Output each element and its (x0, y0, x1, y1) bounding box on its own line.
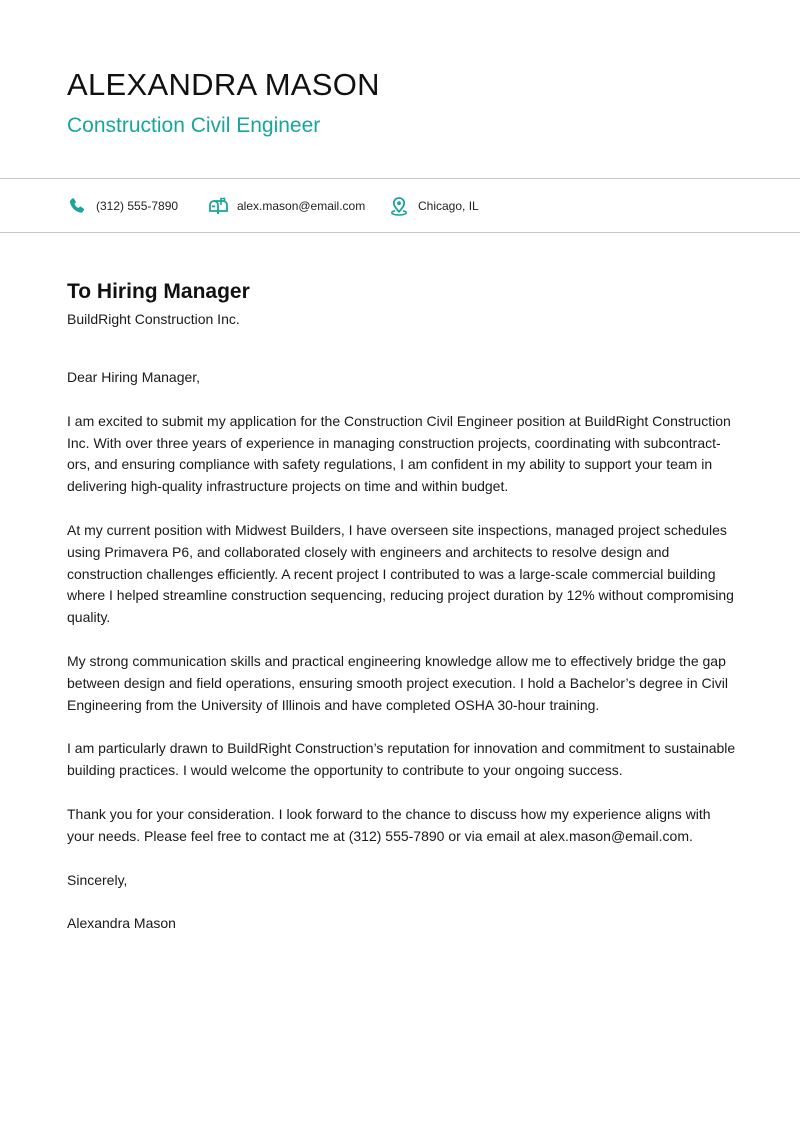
mailbox-icon (208, 196, 228, 216)
contact-phone (67, 196, 178, 216)
contact-email (208, 196, 365, 216)
letter-paragraph-5: Thank you for your consideration. I look forward to the chance to discuss how my experience aligns with your needs. Please feel free to contact me at (312) 555-7890 or via email at alex.mason@email.com. (67, 805, 711, 844)
applicant-name: ALEXANDRA MASON (67, 67, 380, 102)
job-title: Construction Civil Engineer (67, 114, 321, 137)
location-text: Chicago, IL (418, 199, 479, 213)
letter-paragraph-2: At my current position with Midwest Builders, I have overseen site inspections, managed project schedules using Primavera P6, and collaborated closely with engineers and architects to resolve design and construction challenges efficiently. A recent project I contributed to was a large-scale commercial building where I helped streamline construction sequencing, reducing project duration by 12% without compromising quality. (67, 521, 734, 626)
recipient-heading: To Hiring Manager (67, 280, 250, 303)
contact-bar (0, 178, 800, 233)
map-pin-icon (389, 196, 409, 216)
signature: Alexandra Mason (67, 915, 176, 932)
letter-paragraph-3: My strong communication skills and practical engineering knowledge allow me to effectively bridge the gap between design and field operations, ensuring smooth project execution. I hold a Bachelor’s degree in Civil Engineering from the University of Illinois and have completed OSHA 30-hour training. (67, 652, 729, 713)
phone-icon (67, 196, 87, 216)
recipient-company: BuildRight Construction Inc. (67, 311, 240, 327)
letter-body (67, 367, 739, 957)
letter-paragraph-4: I am particularly drawn to BuildRight Construction’s reputation for innovation and commitment to sustainable building practices. I would welcome the opportunity to contribute to your ongoing success. (67, 740, 736, 779)
closing: Sincerely, (67, 871, 128, 888)
phone-text[interactable]: (312) 555-7890 (96, 199, 179, 213)
email-text[interactable]: alex.mason@email.com (237, 199, 366, 213)
letter-paragraph-1: I am excited to submit my application for the Construction Civil Engineer position at BuildRight Construction Inc. With over three years of experience in managing construction projects, coordinating with subcontractors, and ensuring compliance with safety regulations, I am confident in my ability to support your team in delivering high-quality infrastructure projects on time and within budget. (67, 412, 731, 495)
salutation: Dear Hiring Manager, (67, 369, 201, 385)
contact-location (389, 196, 479, 216)
